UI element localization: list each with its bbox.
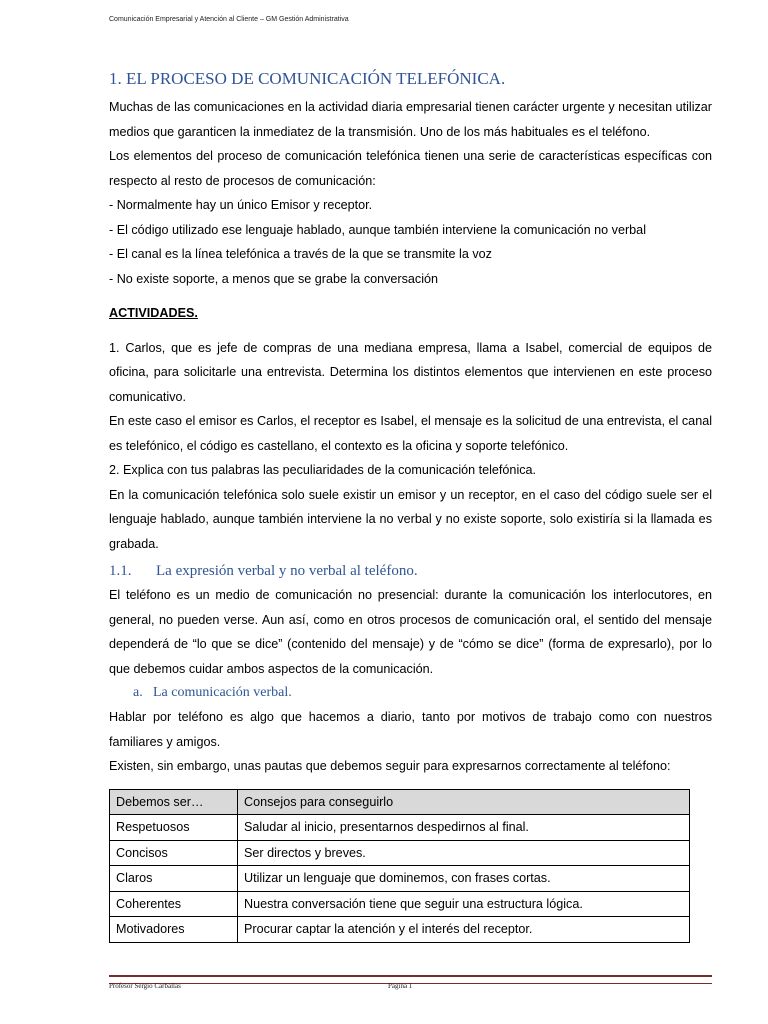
table-cell: Saludar al inicio, presentarnos despedirnos al final. (238, 815, 690, 841)
footer-page-number: Página 1 (388, 982, 413, 990)
subsubsection-heading (133, 681, 712, 705)
table-row (110, 815, 690, 841)
running-header: Comunicación Empresarial y Atención al Cliente – GM Gestión Administrativa (109, 16, 349, 23)
table-row (110, 917, 690, 943)
activity-question: 1. Carlos, que es jefe de compras de una mediana empresa, llama a Isabel, comercial de equipos de oficina, para solicitarle una entrevista. Determina los distintos elementos que intervienen en este proceso comunicativo. (109, 340, 712, 404)
subsubsection-title: La comunicación verbal. (153, 685, 292, 700)
section-heading: 1. EL PROCESO DE COMUNICACIÓN TELEFÓNICA. (109, 69, 506, 88)
paragraph: Muchas de las comunicaciones en la actividad diaria empresarial tienen carácter urgente y necesitan utilizar medios que garanticen la inmediatez de la transmisión. Uno de los más habituales es el teléfono. (109, 100, 712, 139)
subsection-title: La expresión verbal y no verbal al teléfono. (156, 563, 418, 579)
table-cell: Claros (110, 866, 238, 892)
tips-table (109, 789, 690, 943)
table-row (110, 866, 690, 892)
table-header-cell: Consejos para conseguirlo (238, 789, 690, 815)
table-row (110, 891, 690, 917)
subsubsection-letter: a. (133, 685, 143, 700)
table-header-row (110, 789, 690, 815)
table-row (110, 840, 690, 866)
bullet-item: - El código utilizado ese lenguaje hablado, aunque también interviene la comunicación no verbal (109, 222, 646, 237)
table-header-cell: Debemos ser… (110, 789, 238, 815)
table-cell: Concisos (110, 840, 238, 866)
table-cell: Coherentes (110, 891, 238, 917)
subsection-heading (109, 559, 712, 583)
activity-question: 2. Explica con tus palabras las peculiaridades de la comunicación telefónica. (109, 463, 537, 477)
bullet-item: - Normalmente hay un único Emisor y receptor. (109, 198, 373, 212)
table-cell: Ser directos y breves. (238, 840, 690, 866)
table-cell: Respetuosos (110, 815, 238, 841)
activities-heading: ACTIVIDADES. (109, 306, 198, 320)
paragraph: El teléfono es un medio de comunicación no presencial: durante la comunicación los interlocutores, en general, no pueden verse. Aun así, como en otros procesos de comunicación oral, el sentido del mensaje dependerá de “lo que se dice” (contenido del mensaje) y de “cómo se dice” (forma de expresarlo), por lo que debemos cuidar ambos aspectos de la comunicación. (109, 588, 712, 676)
subsection-number: 1.1. (109, 563, 132, 579)
paragraph: Hablar por teléfono es algo que hacemos a diario, tanto por motivos de trabajo como con nuestros familiares y amigos. (109, 710, 712, 749)
table-cell: Utilizar un lenguaje que dominemos, con frases cortas. (238, 866, 690, 892)
table-cell: Nuestra conversación tiene que seguir una estructura lógica. (238, 891, 690, 917)
bullet-item: - No existe soporte, a menos que se grabe la conversación (109, 271, 439, 286)
table-cell: Procurar captar la atención y el interés del receptor. (238, 917, 690, 943)
paragraph: Los elementos del proceso de comunicación telefónica tienen una serie de características específicas con respecto al resto de procesos de comunicación: (109, 149, 712, 188)
bullet-item: - El canal es la línea telefónica a través de la que se transmite la voz (109, 247, 492, 261)
table-cell: Motivadores (110, 917, 238, 943)
footer-author: Profesor Sergio Carballas (109, 982, 181, 990)
activity-answer: En la comunicación telefónica solo suele existir un emisor y un receptor, en el caso del código suele ser el lenguaje hablado, aunque también interviene la no verbal y no existe soporte, solo existiría si la llamada es grabada. (109, 487, 712, 551)
activity-answer: En este caso el emisor es Carlos, el receptor es Isabel, el mensaje es la solicitud de una entrevista, el canal es telefónico, el código es castellano, el contexto es la oficina y soporte telefónico. (109, 414, 712, 453)
paragraph: Existen, sin embargo, unas pautas que debemos seguir para expresarnos correctamente al teléfono: (109, 759, 671, 773)
document-body (109, 60, 712, 943)
